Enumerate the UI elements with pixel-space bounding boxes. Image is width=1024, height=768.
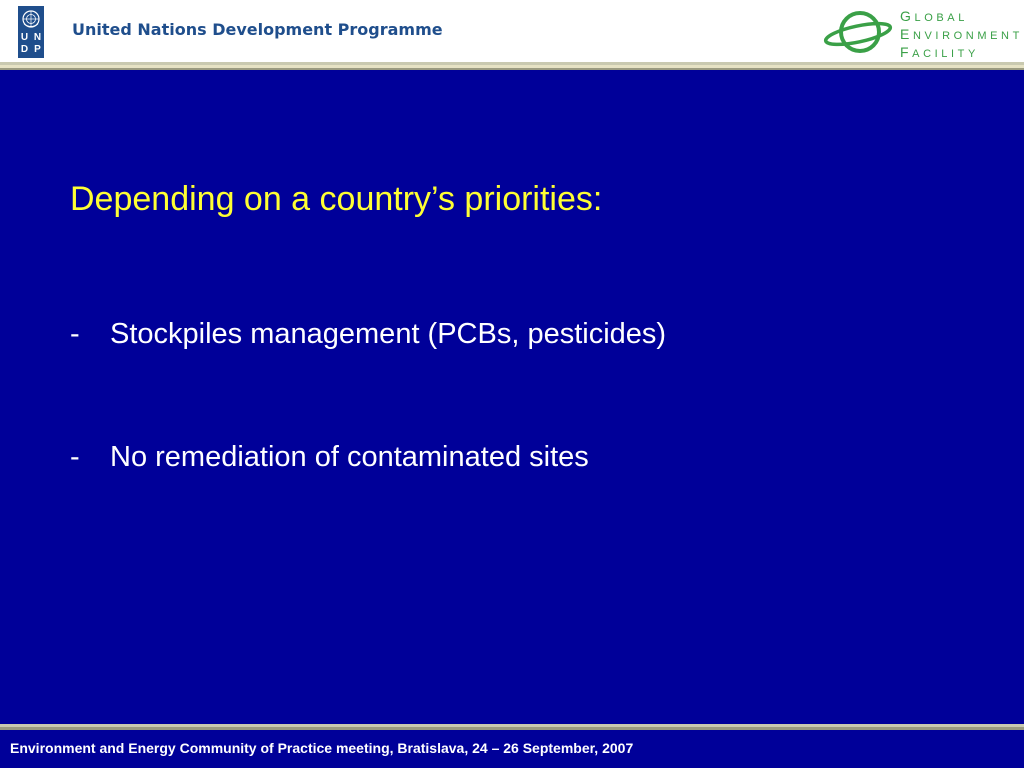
undp-letter: U [20, 32, 29, 43]
header-divider [0, 62, 1024, 70]
bullet-dash: - [70, 441, 80, 473]
gef-line: FACILITY [900, 44, 979, 60]
organization-name: United Nations Development Programme [72, 20, 443, 39]
slide-title: Depending on a country’s priorities: [70, 180, 603, 218]
globe-ring-icon [822, 6, 898, 58]
bullet-text: Stockpiles management (PCBs, pesticides) [110, 318, 667, 350]
bullet-dash: - [70, 318, 80, 350]
undp-letter: D [20, 44, 29, 55]
undp-letter: N [33, 32, 42, 43]
undp-logo [18, 6, 44, 58]
un-emblem-icon [21, 9, 41, 29]
gef-line: GLOBAL [900, 8, 968, 24]
bullet-text: No remediation of contaminated sites [110, 441, 589, 473]
undp-letters [18, 32, 44, 56]
gef-wordmark [900, 8, 1024, 62]
footer-caption: Environment and Energy Community of Practice meeting, Bratislava, 24 – 26 September, 2007 [10, 740, 634, 756]
footer-divider [0, 724, 1024, 730]
gef-line: ENVIRONMENT [900, 26, 1023, 42]
undp-letter: P [34, 44, 41, 55]
slide-header [0, 0, 1024, 62]
